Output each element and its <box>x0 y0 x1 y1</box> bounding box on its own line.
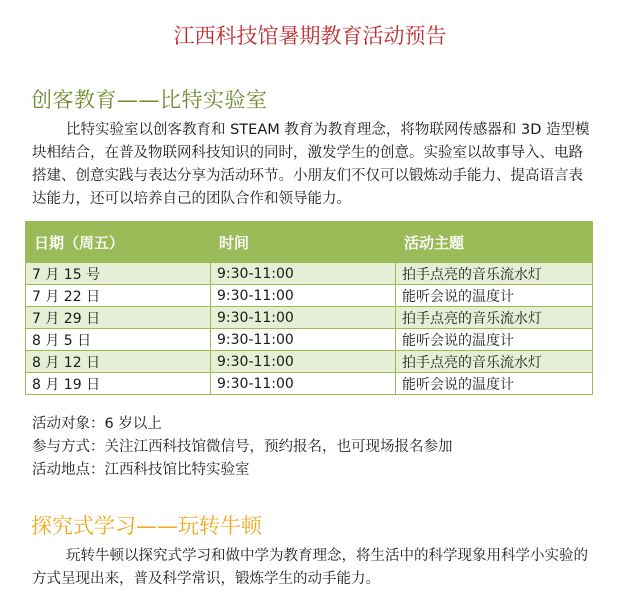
schedule-table <box>25 221 593 395</box>
cell-topic: 拍手点亮的音乐流水灯 <box>396 351 593 373</box>
column-header-topic: 活动主题 <box>396 222 593 263</box>
table-row <box>26 373 593 395</box>
cell-time: 9:30-11:00 <box>211 329 396 351</box>
column-header-time: 时间 <box>211 222 396 263</box>
cell-time: 9:30-11:00 <box>211 373 396 395</box>
cell-date: 8 月 12 日 <box>26 351 211 373</box>
cell-time: 9:30-11:00 <box>211 307 396 329</box>
table-header-row <box>26 222 593 263</box>
section-paragraph-bit-lab: 比特实验室以创客教育和 STEAM 教育为教育理念，将物联网传感器和 3D 造型模块相结合，在普及物联网科技知识的同时，激发学生的创意。实验室以故事导入、电路搭建、创意实践与表达分享为活动环节。小朋友们不仅可以锻炼动手能力、提高语言表达能力，还可以培养自己的团队合作和领导能力。 <box>32 122 590 207</box>
cell-time: 9:30-11:00 <box>211 263 396 285</box>
info-audience: 活动对象：6 岁以上 <box>32 416 162 432</box>
cell-date: 8 月 19 日 <box>26 373 211 395</box>
cell-time: 9:30-11:00 <box>211 351 396 373</box>
cell-date: 7 月 29 日 <box>26 307 211 329</box>
table-row <box>26 307 593 329</box>
info-location: 活动地点：江西科技馆比特实验室 <box>32 462 250 478</box>
cell-date: 7 月 15 号 <box>26 263 211 285</box>
cell-topic: 能听会说的温度计 <box>396 285 593 307</box>
cell-topic: 拍手点亮的音乐流水灯 <box>396 307 593 329</box>
cell-topic: 能听会说的温度计 <box>396 373 593 395</box>
cell-date: 7 月 22 日 <box>26 285 211 307</box>
column-header-date: 日期（周五） <box>26 222 211 263</box>
cell-date: 8 月 5 日 <box>26 329 211 351</box>
section-paragraph-newton: 玩转牛顿以探究式学习和做中学为教育理念，将生活中的科学现象用科学小实验的方式呈现出来，普及科学常识，锻炼学生的动手能力。 <box>32 548 588 587</box>
table-row <box>26 329 593 351</box>
table-row <box>26 263 593 285</box>
cell-time: 9:30-11:00 <box>211 285 396 307</box>
cell-topic: 拍手点亮的音乐流水灯 <box>396 263 593 285</box>
section-heading-maker-education: 创客教育——比特实验室 <box>31 88 268 112</box>
activity-info <box>32 413 453 482</box>
table-row <box>26 285 593 307</box>
cell-topic: 能听会说的温度计 <box>396 329 593 351</box>
table-row <box>26 351 593 373</box>
section-heading-newton: 探究式学习——玩转牛顿 <box>31 514 262 538</box>
page-title: 江西科技馆暑期教育活动预告 <box>173 24 447 48</box>
info-participation: 参与方式：关注江西科技馆微信号，预约报名，也可现场报名参加 <box>32 439 453 455</box>
